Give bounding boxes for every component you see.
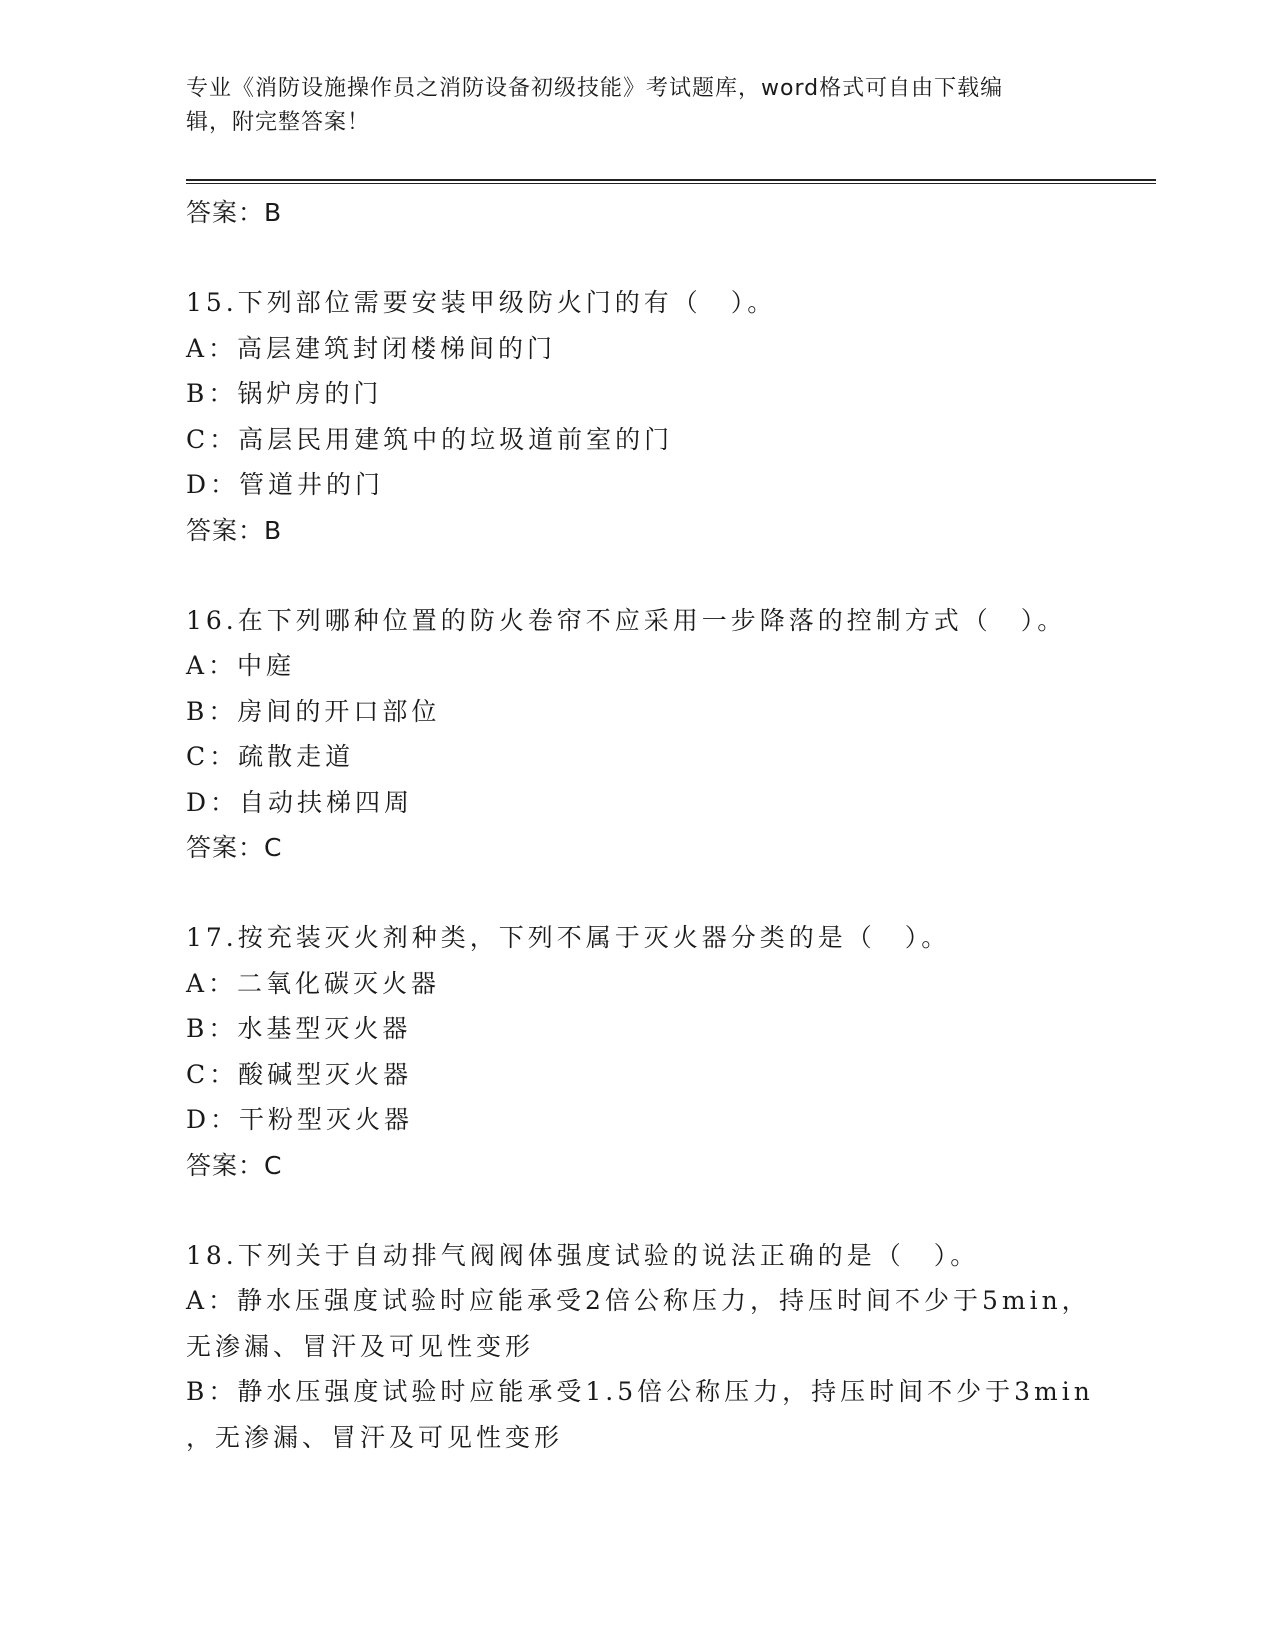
option-a: A：中庭 <box>186 651 296 680</box>
option-b: B：水基型灭火器 <box>186 1014 412 1043</box>
option-a-line-1: A：静水压强度试验时应能承受2倍公称压力，持压时间不少于5min， <box>186 1286 1091 1315</box>
option-b <box>186 1369 1116 1460</box>
question-16 <box>186 598 1116 872</box>
header-line-2: 辑，附完整答案！ <box>186 110 371 135</box>
question-stem: 17.按充装灭火剂种类，下列不属于灭火器分类的是（ ）。 <box>186 923 951 952</box>
question-15 <box>186 280 1116 554</box>
question-list <box>186 190 1116 1460</box>
option-c: C：疏散走道 <box>186 742 355 771</box>
header-line-1: 专业《消防设施操作员之消防设备初级技能》考试题库，word格式可自由下载编 <box>186 76 1004 101</box>
answer-line: 答案：B <box>186 198 283 227</box>
option-d: D：管道井的门 <box>186 470 385 499</box>
option-b-line-1: B：静水压强度试验时应能承受1.5倍公称压力，持压时间不少于3min <box>186 1377 1094 1406</box>
option-b: B：锅炉房的门 <box>186 379 383 408</box>
option-a-line-2: 无渗漏、冒汗及可见性变形 <box>186 1331 535 1361</box>
header-divider-thick <box>186 179 1156 181</box>
question-stem: 16.在下列哪种位置的防火卷帘不应采用一步降落的控制方式（ ）。 <box>186 605 1067 635</box>
option-c: C：高层民用建筑中的垃圾道前室的门 <box>186 424 674 454</box>
option-a: A：高层建筑封闭楼梯间的门 <box>186 333 557 363</box>
question-stem: 15.下列部位需要安装甲级防火门的有（ ）。 <box>186 288 777 317</box>
option-d: D：干粉型灭火器 <box>186 1105 414 1134</box>
option-a <box>186 1278 1116 1369</box>
answer-line: 答案：B <box>186 515 283 545</box>
question-18 <box>186 1233 1116 1461</box>
option-a: A：二氧化碳灭火器 <box>186 968 441 998</box>
question-17 <box>186 915 1116 1189</box>
option-b-line-2: ，无渗漏、冒汗及可见性变形 <box>186 1422 564 1452</box>
answer-line: 答案：C <box>186 1150 283 1180</box>
header-divider-thin <box>186 183 1156 184</box>
option-d: D：自动扶梯四周 <box>186 787 414 817</box>
answer-line: 答案：C <box>186 833 283 862</box>
option-b: B：房间的开口部位 <box>186 696 441 726</box>
question-stem: 18.下列关于自动排气阀阀体强度试验的说法正确的是（ ）。 <box>186 1240 980 1270</box>
option-c: C：酸碱型灭火器 <box>186 1059 413 1089</box>
document-header <box>186 72 1086 140</box>
